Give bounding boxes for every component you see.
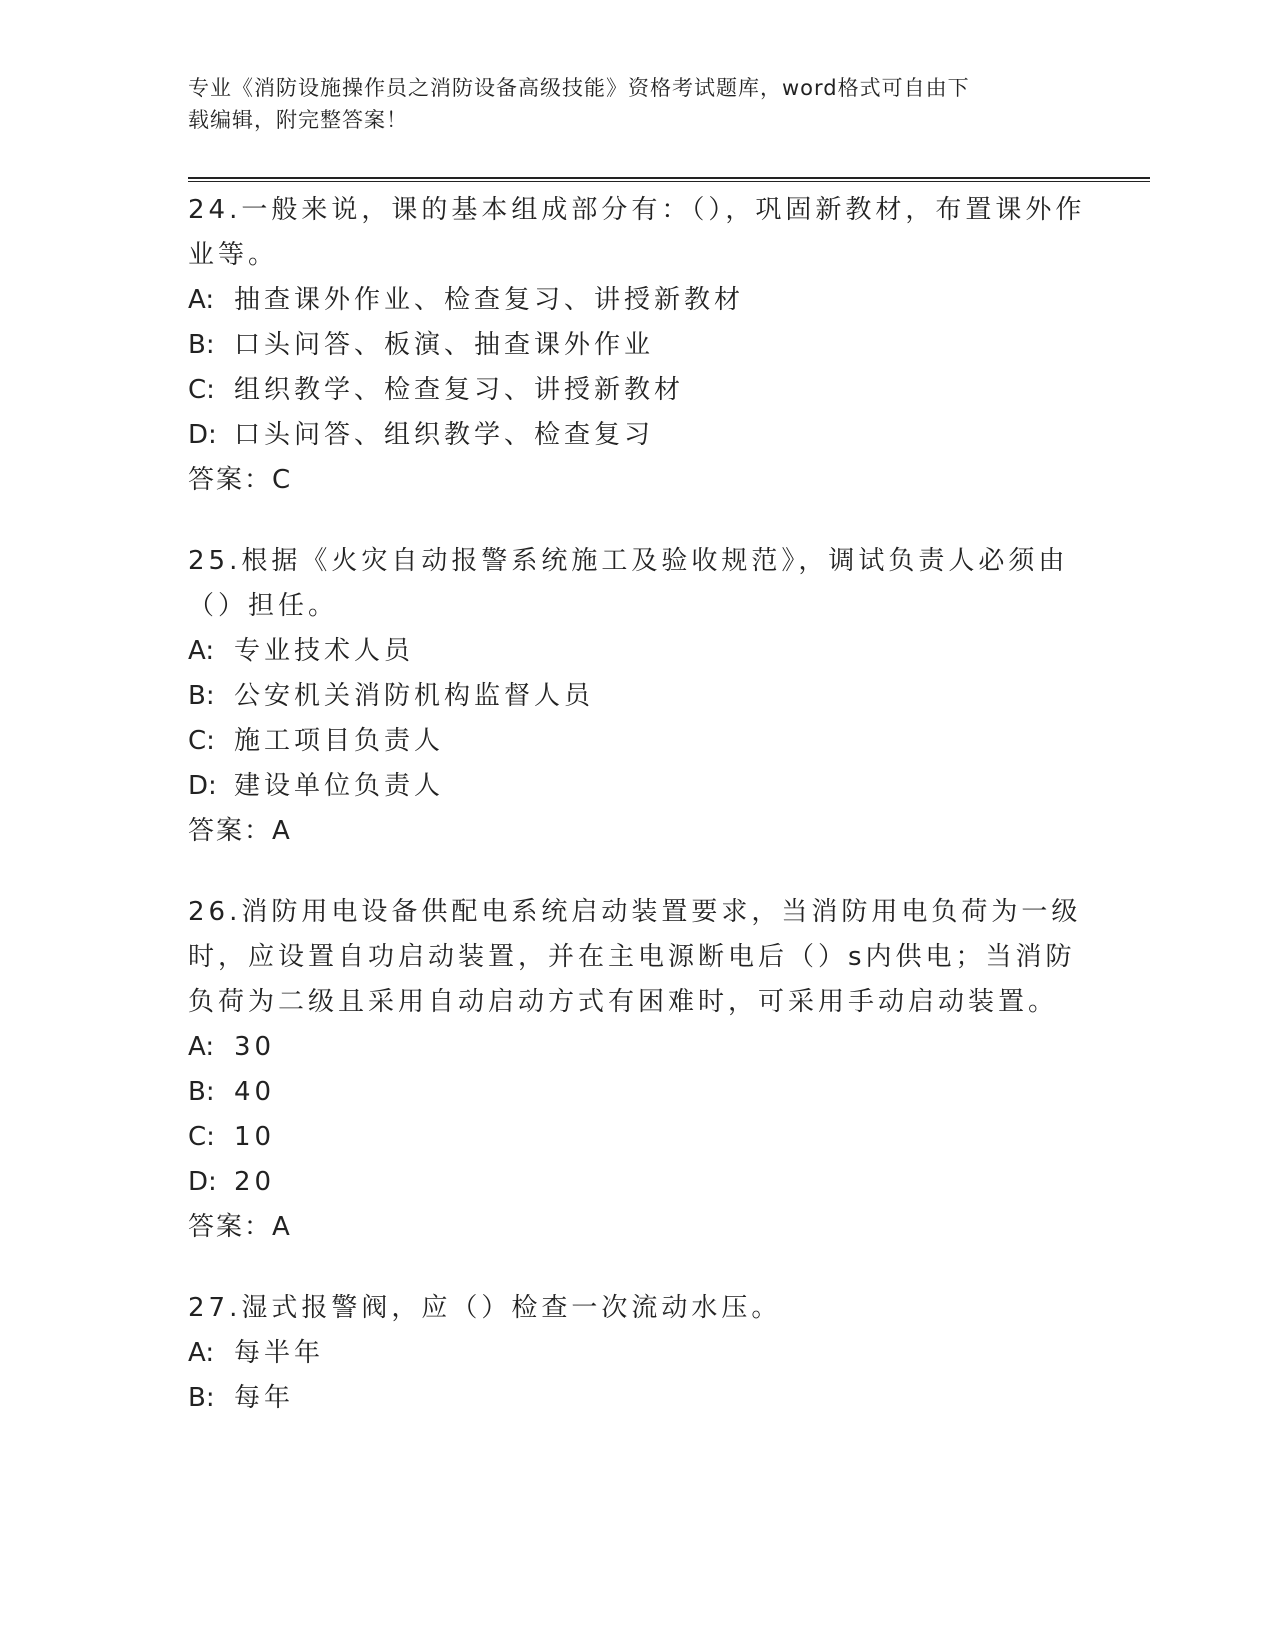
- option-text: 口头问答、组织教学、检查复习: [234, 420, 655, 450]
- question-stem: 24.一般来说，课的基本组成部分有：（），巩固新教材，布置课外作业等。: [188, 195, 1086, 270]
- option-key: B:: [188, 681, 215, 711]
- option-text: 组织教学、检查复习、讲授新教材: [234, 375, 685, 405]
- option-a: [188, 278, 1088, 323]
- option-key: A:: [188, 1338, 215, 1368]
- header-line-2: 载编辑，附完整答案！: [188, 108, 408, 132]
- option-text: 30: [234, 1032, 276, 1062]
- answer-line: 答案：C: [188, 465, 293, 495]
- answer-line: 答案：A: [188, 1212, 292, 1242]
- option-key: B:: [188, 1383, 215, 1413]
- option-c: [188, 1115, 1088, 1160]
- option-text: 施工项目负责人: [234, 726, 445, 756]
- header-divider-thick: [188, 177, 1150, 179]
- header-divider-thin: [188, 181, 1150, 182]
- option-text: 每年: [234, 1383, 295, 1413]
- option-key: A:: [188, 636, 215, 666]
- option-key: D:: [188, 1167, 217, 1197]
- option-b: [188, 674, 1088, 719]
- option-key: D:: [188, 771, 217, 801]
- option-text: 40: [234, 1077, 276, 1107]
- option-key: D:: [188, 420, 217, 450]
- header-line-1: 专业《消防设施操作员之消防设备高级技能》资格考试题库，word格式可自由下: [188, 76, 970, 100]
- question-27: [188, 1286, 1088, 1421]
- option-c: [188, 368, 1088, 413]
- option-key: A:: [188, 1032, 215, 1062]
- option-b: [188, 323, 1088, 368]
- option-text: 20: [234, 1167, 276, 1197]
- option-key: C:: [188, 1122, 215, 1152]
- option-a: [188, 629, 1088, 674]
- document-header: [188, 72, 1068, 136]
- option-a: [188, 1331, 1088, 1376]
- question-stem: 25.根据《火灾自动报警系统施工及验收规范》，调试负责人必须由（）担任。: [188, 546, 1069, 621]
- option-c: [188, 719, 1088, 764]
- option-key: B:: [188, 1077, 215, 1107]
- option-text: 每半年: [234, 1338, 325, 1368]
- question-list: [188, 188, 1088, 1457]
- option-text: 专业技术人员: [234, 636, 415, 666]
- question-26: [188, 890, 1088, 1250]
- answer-line: 答案：A: [188, 816, 292, 846]
- question-25: [188, 539, 1088, 854]
- option-key: C:: [188, 375, 215, 405]
- option-key: B:: [188, 330, 215, 360]
- option-text: 建设单位负责人: [234, 771, 445, 801]
- option-d: [188, 413, 1088, 458]
- option-text: 抽查课外作业、检查复习、讲授新教材: [234, 285, 745, 315]
- option-text: 10: [234, 1122, 276, 1152]
- option-b: [188, 1070, 1088, 1115]
- question-24: [188, 188, 1088, 503]
- option-text: 口头问答、板演、抽查课外作业: [234, 330, 655, 360]
- option-d: [188, 764, 1088, 809]
- option-d: [188, 1160, 1088, 1205]
- option-a: [188, 1025, 1088, 1070]
- option-key: A:: [188, 285, 215, 315]
- option-b: [188, 1376, 1088, 1421]
- option-key: C:: [188, 726, 215, 756]
- question-stem: 27.湿式报警阀，应（）检查一次流动水压。: [188, 1293, 782, 1323]
- option-text: 公安机关消防机构监督人员: [234, 681, 595, 711]
- question-stem: 26.消防用电设备供配电系统启动装置要求，当消防用电负荷为一级时，应设置自功启动装置，并在主电源断电后（）s内供电；当消防负荷为二级且采用自动启动方式有困难时，可采用手动启动装置。: [188, 897, 1082, 1017]
